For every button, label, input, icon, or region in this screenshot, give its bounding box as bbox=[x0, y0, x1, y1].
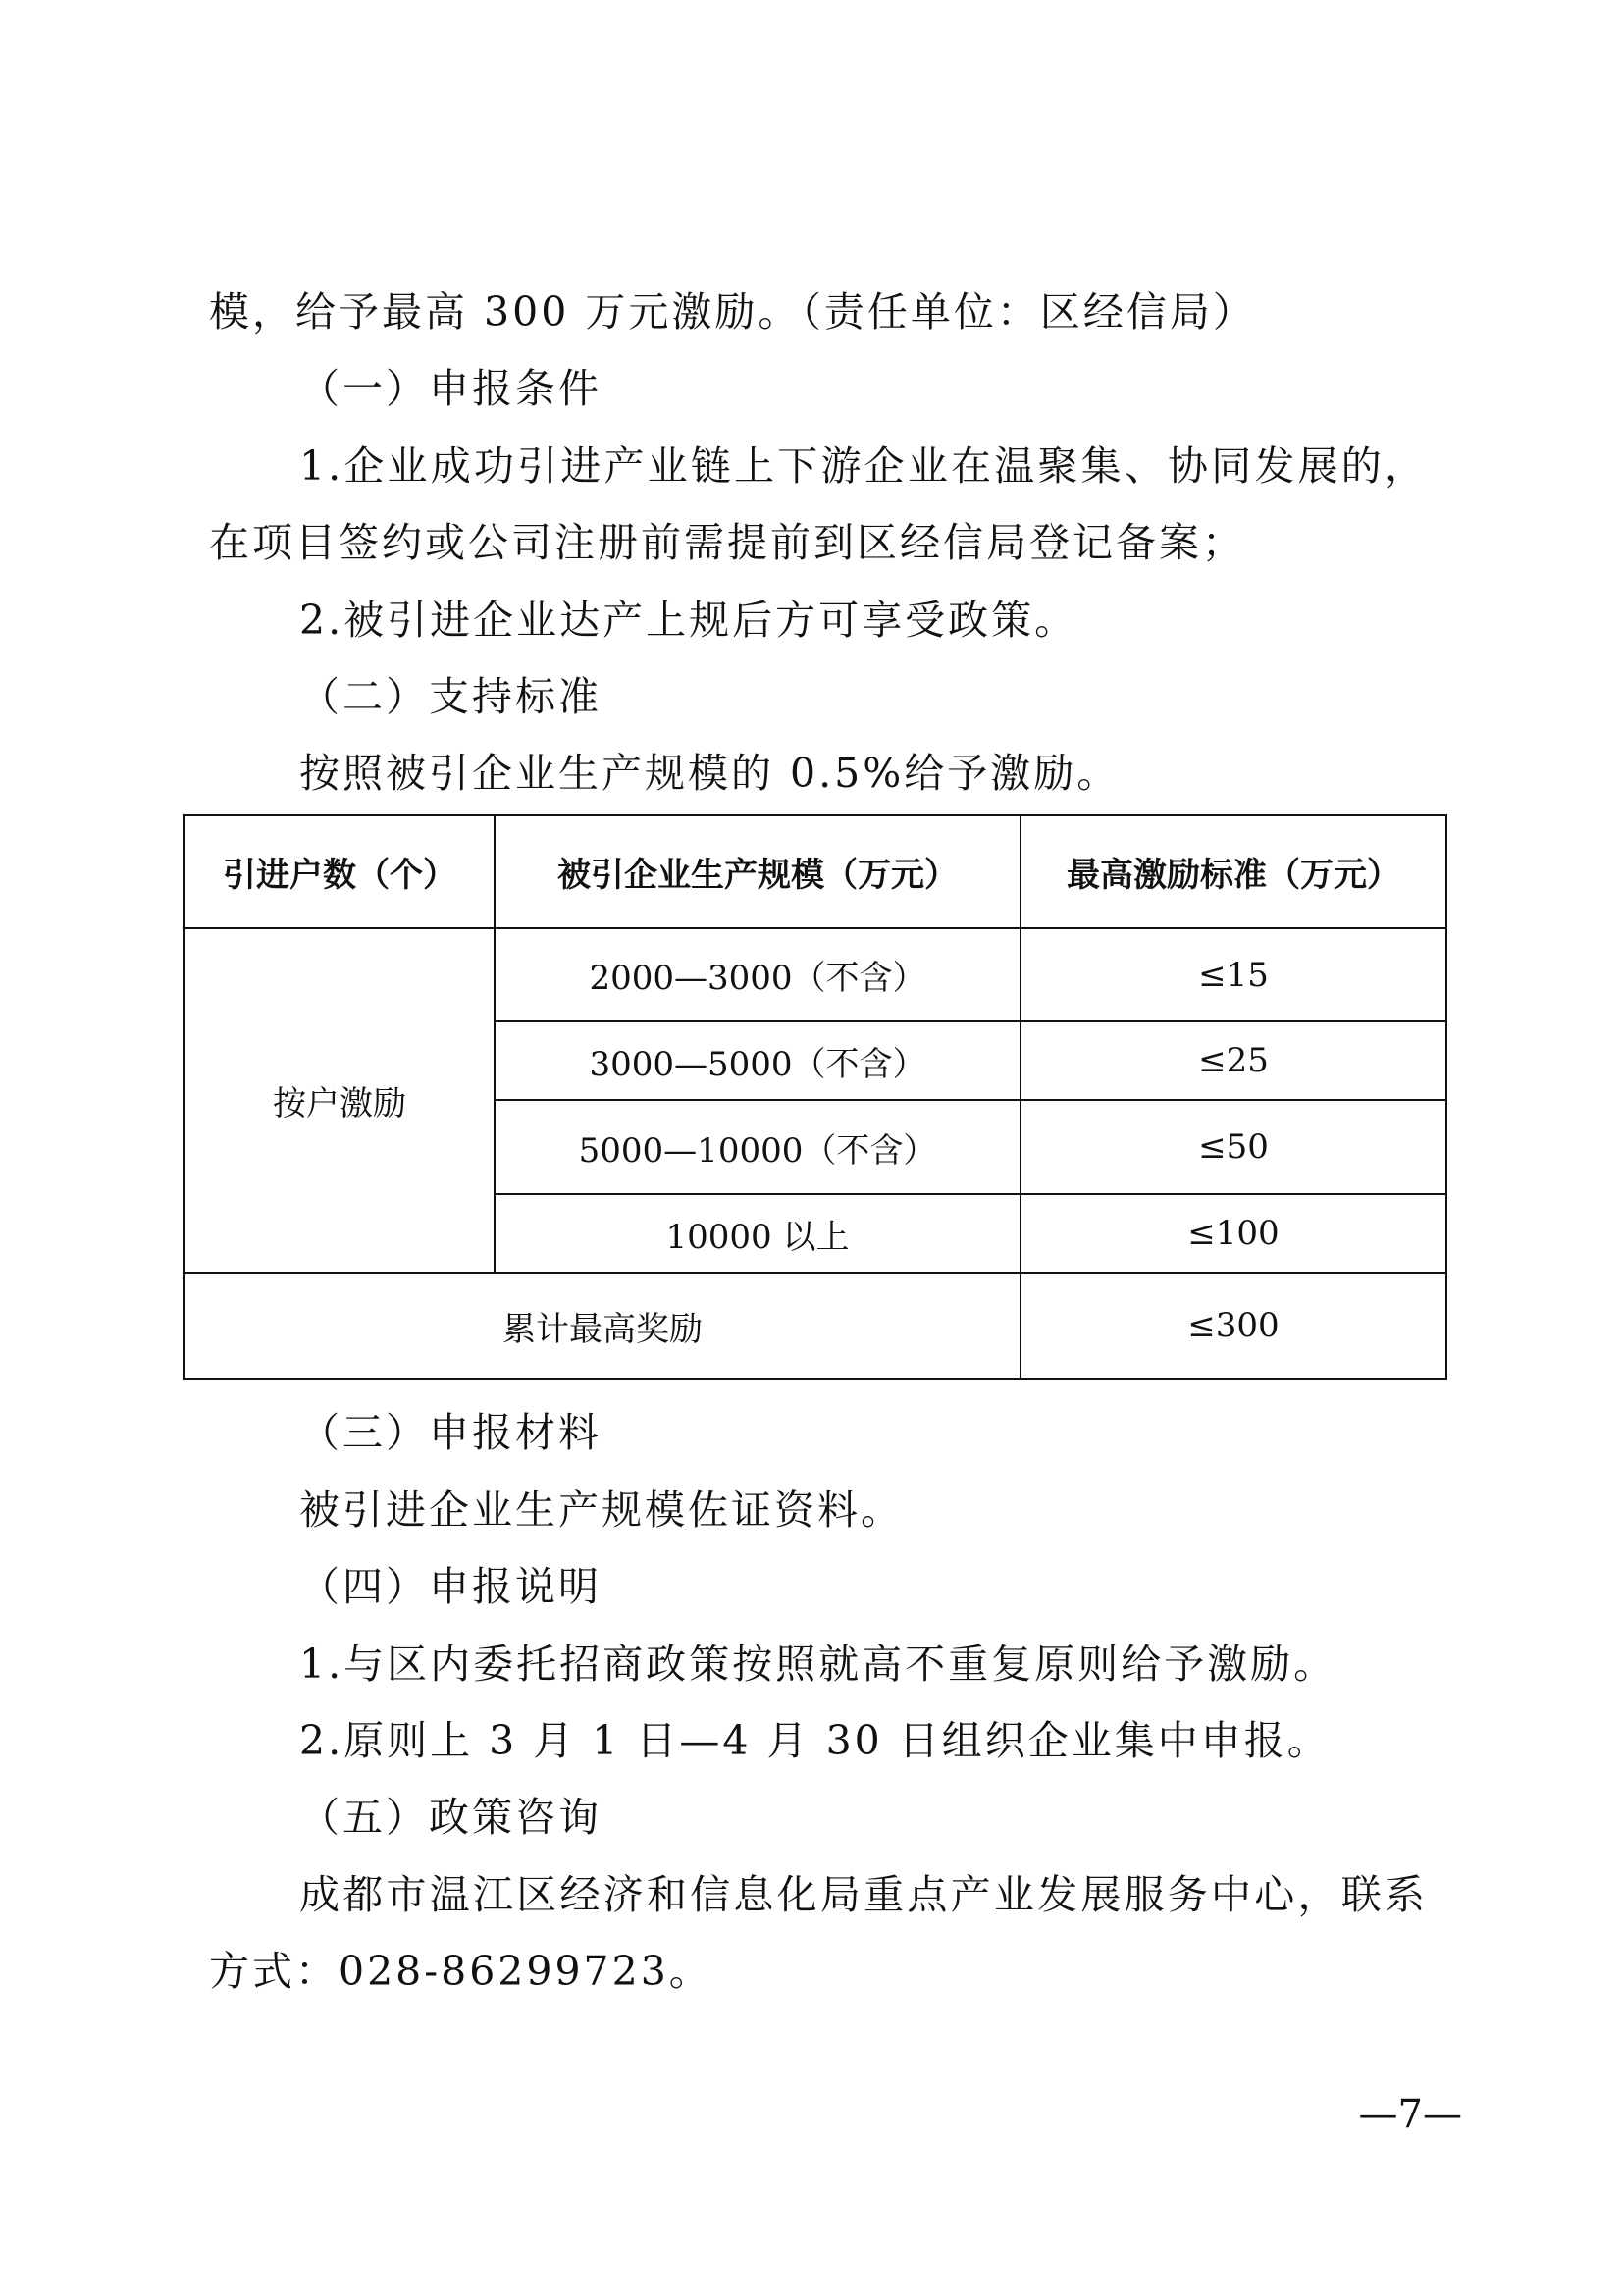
scale-cell: 5000—10000（不含） bbox=[495, 1100, 1021, 1194]
max-cell: ≤15 bbox=[1021, 928, 1446, 1021]
header-max: 最高激励标准（万元） bbox=[1021, 815, 1446, 928]
body-line-11: 1.与区内委托招商政策按照就高不重复原则给予激励。 bbox=[299, 1641, 1337, 1688]
page-number: —7— bbox=[1358, 2092, 1462, 2137]
scale-cell: 2000—3000（不含） bbox=[495, 928, 1021, 1021]
scale-cell: 10000 以上 bbox=[495, 1194, 1021, 1273]
section-heading-conditions: （一）申报条件 bbox=[299, 365, 602, 412]
body-line-7: 按照被引企业生产规模的 0.5%给予激励。 bbox=[299, 750, 1121, 797]
total-label-cell: 累计最高奖励 bbox=[184, 1273, 1021, 1379]
body-line-15: 方式：028-86299723。 bbox=[209, 1948, 712, 1995]
body-line-9: 被引进企业生产规模佐证资料。 bbox=[299, 1487, 904, 1534]
header-scale: 被引企业生产规模（万元） bbox=[495, 815, 1021, 928]
section-heading-consulting: （五）政策咨询 bbox=[299, 1794, 602, 1841]
body-line-5: 2.被引进企业达产上规后方可享受政策。 bbox=[299, 597, 1078, 644]
max-cell: ≤50 bbox=[1021, 1100, 1446, 1194]
body-line-14: 成都市温江区经济和信息化局重点产业发展服务中心，联系 bbox=[299, 1871, 1428, 1918]
max-cell: ≤100 bbox=[1021, 1194, 1446, 1273]
max-cell: ≤25 bbox=[1021, 1021, 1446, 1100]
section-heading-notes: （四）申报说明 bbox=[299, 1563, 602, 1610]
body-line-4: 在项目签约或公司注册前需提前到区经信局登记备案； bbox=[209, 519, 1245, 566]
section-heading-materials: （三）申报材料 bbox=[299, 1409, 602, 1456]
body-line-12: 2.原则上 3 月 1 日—4 月 30 日组织企业集中申报。 bbox=[299, 1717, 1331, 1764]
body-line-1: 模，给予最高 300 万元激励。（责任单位：区经信局） bbox=[209, 288, 1256, 336]
table-row bbox=[184, 928, 1446, 1021]
table-total-row bbox=[184, 1273, 1446, 1379]
header-count: 引进户数（个） bbox=[184, 815, 495, 928]
body-line-3: 1.企业成功引进产业链上下游企业在温聚集、协同发展的， bbox=[299, 443, 1428, 490]
group-label-cell: 按户激励 bbox=[184, 928, 495, 1273]
scale-cell: 3000—5000（不含） bbox=[495, 1021, 1021, 1100]
incentive-table bbox=[183, 814, 1445, 1380]
section-heading-standards: （二）支持标准 bbox=[299, 673, 602, 720]
total-max-cell: ≤300 bbox=[1021, 1273, 1446, 1379]
